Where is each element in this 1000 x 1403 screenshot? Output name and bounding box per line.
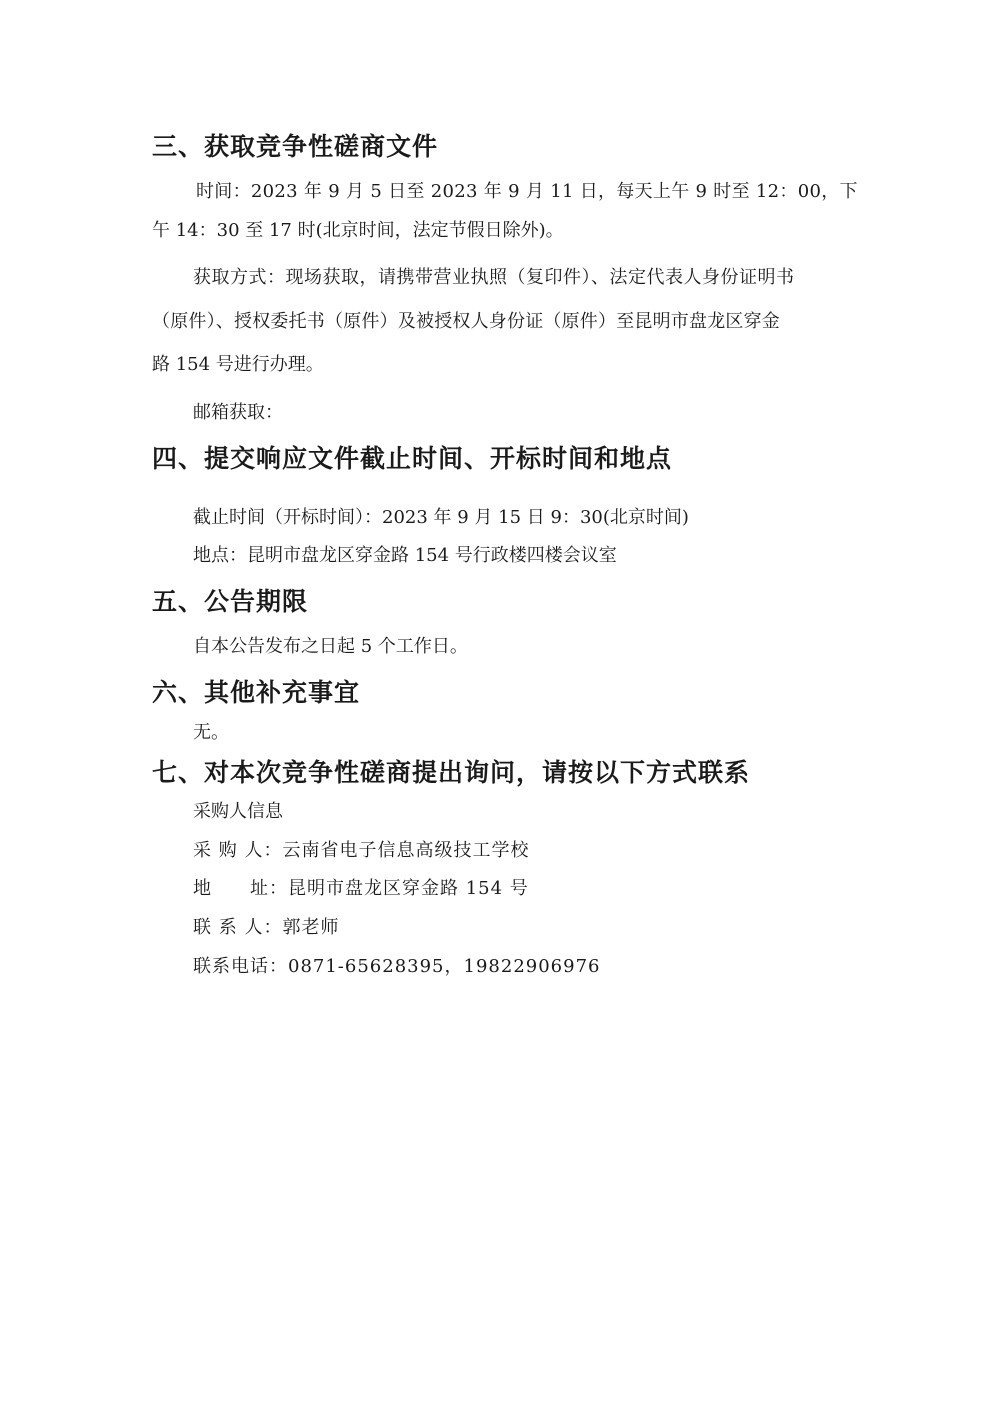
address-row xyxy=(193,878,529,900)
section-3-heading: 三、获取竞争性磋商文件 xyxy=(152,132,439,161)
contact-value: 郭老师 xyxy=(282,917,340,938)
phone-value: 0871-65628395，19822906976 xyxy=(288,956,601,977)
section-7-subheading: 采购人信息 xyxy=(193,801,283,822)
purchaser-value: 云南省电子信息高级技工学校 xyxy=(282,840,530,861)
section-3-time-line-1: 时间：2023 年 9 月 5 日至 2023 年 9 月 11 日，每天上午 9 时至 12：00，下 xyxy=(196,181,858,202)
purchaser-label: 采 购 人： xyxy=(193,840,283,861)
section-3-email-label: 邮箱获取： xyxy=(193,402,283,423)
section-3-method-line-3: 路 154 号进行办理。 xyxy=(152,354,324,375)
section-5-heading: 五、公告期限 xyxy=(152,587,309,616)
purchaser-row xyxy=(193,840,529,862)
address-value: 昆明市盘龙区穿金路 154 号 xyxy=(288,878,529,899)
phone-label: 联系电话： xyxy=(193,956,288,977)
section-6-text: 无。 xyxy=(193,722,229,743)
section-4-deadline: 截止时间（开标时间）：2023 年 9 月 15 日 9：30(北京时间) xyxy=(193,507,689,528)
section-7-heading: 七、对本次竞争性磋商提出询问，请按以下方式联系 xyxy=(152,758,751,787)
section-5-text: 自本公告发布之日起 5 个工作日。 xyxy=(193,636,468,657)
section-3-method-line-1: 获取方式：现场获取，请携带营业执照（复印件）、法定代表人身份证明书 xyxy=(193,267,795,288)
section-3-method-line-2: （原件）、授权委托书（原件）及被授权人身份证（原件）至昆明市盘龙区穿金 xyxy=(152,311,780,332)
section-6-heading: 六、其他补充事宜 xyxy=(152,678,361,707)
contact-label: 联 系 人： xyxy=(193,917,283,938)
section-4-location: 地点：昆明市盘龙区穿金路 154 号行政楼四楼会议室 xyxy=(193,545,617,566)
contact-row xyxy=(193,917,339,939)
section-4-heading: 四、提交响应文件截止时间、开标时间和地点 xyxy=(152,444,673,473)
address-label: 地 址： xyxy=(193,878,288,899)
phone-row xyxy=(193,956,600,978)
section-3-time-line-2: 午 14：30 至 17 时(北京时间，法定节假日除外)。 xyxy=(152,220,564,241)
